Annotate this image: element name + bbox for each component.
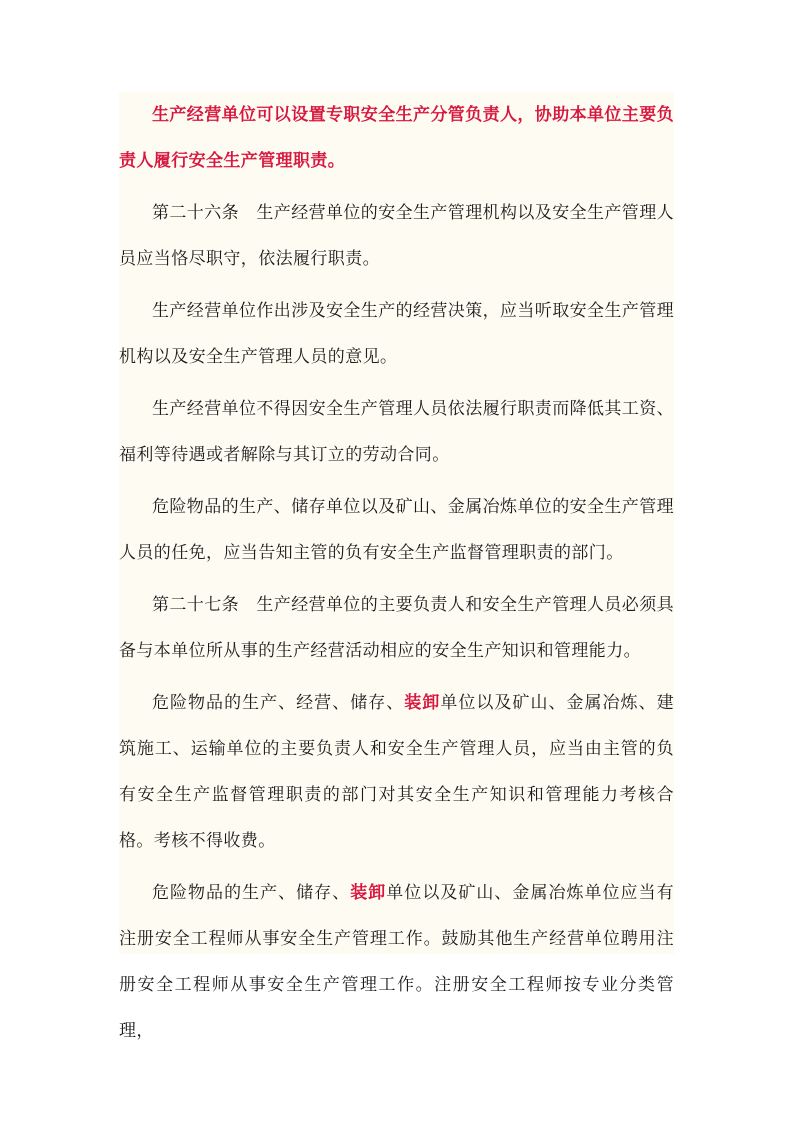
highlighted-term: 装卸 <box>350 883 387 903</box>
paragraph-text-segment: 单位以及矿山、金属冶炼单位应当有注册安全工程师从事安全生产管理工作。鼓励其他生产经营单位聘用注册安全工程师从事安全生产管理工作。注册安全工程师按专业分类管理， <box>119 883 674 1041</box>
paragraph-article-26: 第二十六条 生产经营单位的安全生产管理机构以及安全生产管理人员应当恪尽职守，依法履行职责。 <box>119 203 674 269</box>
paragraph-decision-consultation: 生产经营单位作出涉及安全生产的经营决策，应当听取安全生产管理机构以及安全生产管理人员的意见。 <box>119 301 674 367</box>
highlighted-term: 装卸 <box>404 693 441 713</box>
paragraph-text-segment: 危险物品的生产、储存、 <box>152 883 351 903</box>
paragraph-appointment-notice: 危险物品的生产、储存单位以及矿山、金属冶炼单位的安全生产管理人员的任免，应当告知主管的负有安全生产监督管理职责的部门。 <box>119 497 674 563</box>
paragraph-article-27: 第二十七条 生产经营单位的主要负责人和安全生产管理人员必须具备与本单位所从事的生产经营活动相应的安全生产知识和管理能力。 <box>119 595 674 661</box>
paragraph-competency-assessment <box>119 680 674 864</box>
document-body <box>119 92 674 1041</box>
paragraph-text-segment: 危险物品的生产、经营、储存、 <box>152 693 405 713</box>
paragraph-registered-safety-engineer <box>119 870 674 1054</box>
paragraph-no-retaliation: 生产经营单位不得因安全生产管理人员依法履行职责而降低其工资、福利等待遇或者解除与其订立的劳动合同。 <box>119 399 674 465</box>
paragraph-text-segment: 单位以及矿山、金属冶炼、建筑施工、运输单位的主要负责人和安全生产管理人员，应当由主管的负有安全生产监督管理职责的部门对其安全生产知识和管理能力考核合格。考核不得收费。 <box>119 693 674 851</box>
paragraph-deputy-safety-head: 生产经营单位可以设置专职安全生产分管负责人，协助本单位主要负责人履行安全生产管理职责。 <box>119 105 674 171</box>
